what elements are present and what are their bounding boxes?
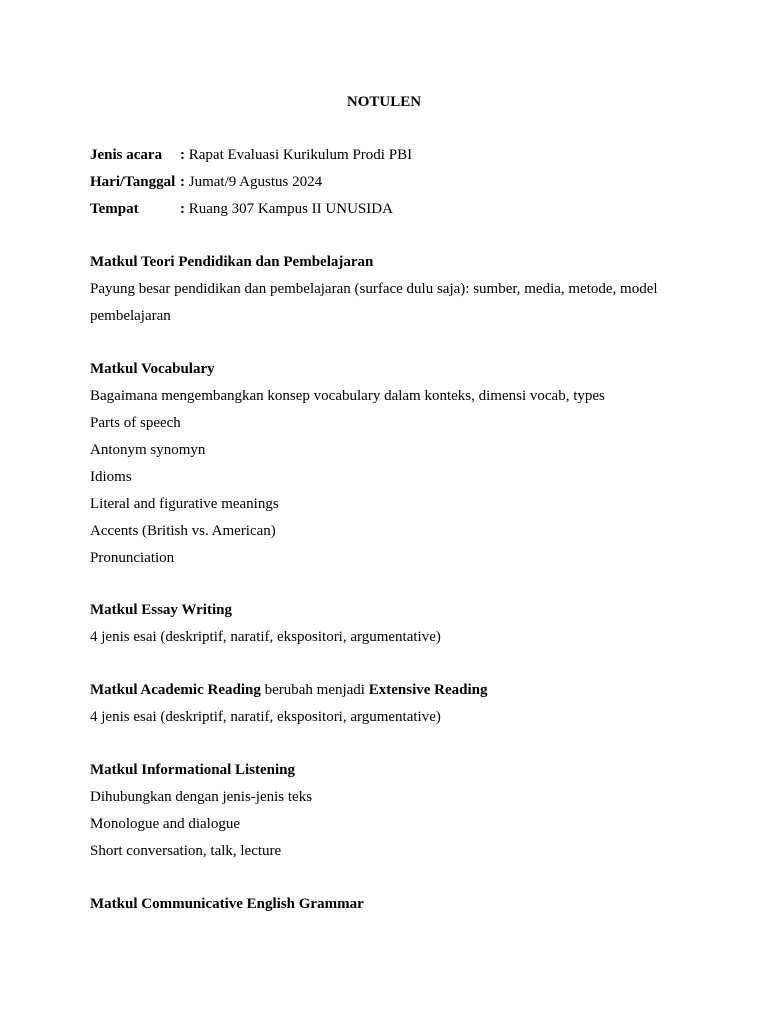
- meta-row-date: [90, 169, 412, 196]
- meta-value-event: Rapat Evaluasi Kurikulum Prodi PBI: [188, 147, 413, 163]
- document-title: NOTULEN: [346, 94, 422, 110]
- section-heading: Matkul Teori Pendidikan dan Pembelajaran: [90, 254, 374, 270]
- section-line: Literal and figurative meanings: [90, 496, 279, 512]
- section-essay-writing: [90, 597, 690, 651]
- heading-connector: berubah menjadi: [260, 682, 369, 698]
- meta-label-place: Tempat: [90, 201, 139, 217]
- section-teori-pendidikan: [90, 249, 690, 330]
- meta-row-event: [90, 142, 412, 169]
- section-informational-listening: [90, 757, 690, 865]
- section-line: Parts of speech: [90, 415, 181, 431]
- section-line: Accents (British vs. American): [90, 523, 276, 539]
- meta-colon: :: [180, 147, 185, 163]
- section-line: Dihubungkan dengan jenis-jenis teks: [90, 789, 313, 805]
- section-heading: Matkul Vocabulary: [90, 361, 215, 377]
- meta-colon: :: [180, 174, 185, 190]
- section-line: Antonym synomyn: [90, 442, 206, 458]
- meta-label-date: Hari/Tanggal: [90, 174, 176, 190]
- meta-colon: :: [180, 201, 185, 217]
- section-heading: Matkul Informational Listening: [90, 762, 296, 778]
- section-academic-reading: [90, 677, 690, 731]
- section-heading: Matkul Essay Writing: [90, 602, 232, 618]
- section-line: Short conversation, talk, lecture: [90, 843, 282, 859]
- meta-value-date: Jumat/9 Agustus 2024: [188, 174, 323, 190]
- section-line: 4 jenis esai (deskriptif, naratif, ekspositori, argumentative): [90, 629, 441, 645]
- section-line: Idioms: [90, 469, 132, 485]
- meta-value-place: Ruang 307 Kampus II UNUSIDA: [188, 201, 393, 217]
- heading-bold-new-course: Extensive Reading: [368, 682, 488, 698]
- section-heading: [90, 677, 690, 704]
- section-line: Bagaimana mengembangkan konsep vocabulary dalam konteks, dimensi vocab, types: [90, 388, 605, 404]
- section-paragraph: Payung besar pendidikan dan pembelajaran (surface dulu saja): sumber, media, metode, model pembelajaran: [90, 281, 658, 324]
- meeting-info: [90, 142, 412, 223]
- section-heading: Matkul Communicative English Grammar: [90, 896, 364, 912]
- section-line: 4 jenis esai (deskriptif, naratif, ekspositori, argumentative): [90, 709, 441, 725]
- section-line: Monologue and dialogue: [90, 816, 240, 832]
- meta-row-place: [90, 196, 412, 223]
- heading-bold-old-course: Matkul Academic Reading: [90, 682, 261, 698]
- section-communicative-grammar: [90, 891, 690, 918]
- meta-label-event: Jenis acara: [90, 147, 163, 163]
- section-vocabulary: [90, 356, 690, 572]
- section-line: Pronunciation: [90, 550, 175, 566]
